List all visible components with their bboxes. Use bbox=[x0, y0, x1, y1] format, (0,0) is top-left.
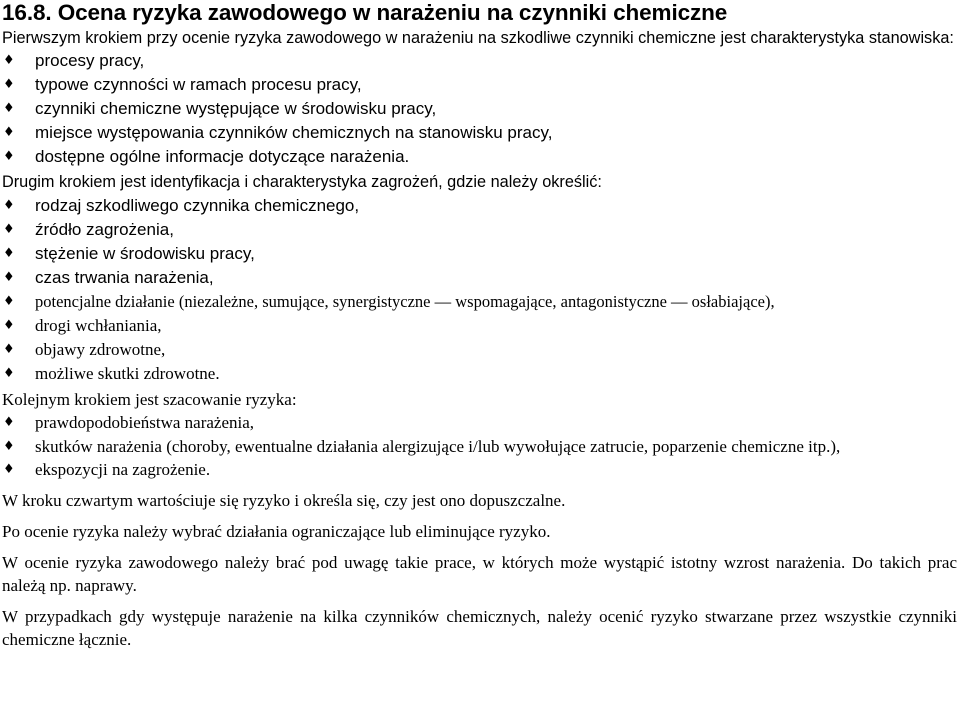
step2-list bbox=[2, 194, 957, 386]
diamond-bullet-icon: ♦ bbox=[3, 149, 15, 164]
closing-paragraphs bbox=[2, 489, 957, 651]
paragraph-actions: Po ocenie ryzyka należy wybrać działania ograniczające lub eliminujące ryzyko. bbox=[2, 522, 551, 541]
list-item: ♦ prawdopodobieństwa narażenia, bbox=[2, 411, 957, 435]
paragraph-multiple-factors: W przypadkach gdy występuje narażenie na kilka czynników chemicznych, należy ocenić ryzyko stwarzane przez wszystkie czynniki chemiczne łącznie. bbox=[2, 607, 957, 649]
list-item: ♦ czynniki chemiczne występujące w środowisku pracy, bbox=[2, 97, 957, 121]
diamond-bullet-icon: ♦ bbox=[3, 342, 15, 357]
step3-list bbox=[2, 411, 957, 482]
diamond-bullet-icon: ♦ bbox=[3, 222, 15, 237]
section-heading: 16.8. Ocena ryzyka zawodowego w narażeniu na czynniki chemiczne bbox=[2, 0, 728, 25]
diamond-bullet-icon: ♦ bbox=[3, 439, 15, 454]
diamond-bullet-icon: ♦ bbox=[3, 246, 15, 261]
diamond-bullet-icon: ♦ bbox=[3, 415, 15, 430]
diamond-bullet-icon: ♦ bbox=[3, 318, 15, 333]
list-item: ♦ procesy pracy, bbox=[2, 49, 957, 73]
list-item: ♦ czas trwania narażenia, bbox=[2, 266, 957, 290]
step3-intro: Kolejnym krokiem jest szacowanie ryzyka: bbox=[2, 390, 297, 409]
list-item: ♦ skutków narażenia (choroby, ewentualne działania alergizujące i/lub wywołujące zatrucie, poparzenie chemiczne itp.), bbox=[2, 435, 957, 458]
step2-intro: Drugim krokiem jest identyfikacja i charakterystyka zagrożeń, gdzie należy określić: bbox=[2, 173, 602, 191]
diamond-bullet-icon: ♦ bbox=[3, 270, 15, 285]
step2-section bbox=[2, 171, 957, 386]
step1-intro: Pierwszym krokiem przy ocenie ryzyka zawodowego w narażeniu na szkodliwe czynniki chemiczne jest charakterystyka stanowiska: bbox=[2, 29, 954, 47]
list-item: ♦ źródło zagrożenia, bbox=[2, 218, 957, 242]
list-item: ♦ możliwe skutki zdrowotne. bbox=[2, 362, 957, 386]
list-item: ♦ ekspozycji na zagrożenie. bbox=[2, 458, 957, 482]
step3-section bbox=[2, 388, 957, 482]
diamond-bullet-icon: ♦ bbox=[3, 294, 15, 309]
diamond-bullet-icon: ♦ bbox=[3, 101, 15, 116]
step1-section bbox=[2, 28, 957, 169]
list-item: ♦ potencjalne działanie (niezależne, sumujące, synergistyczne — wspomagające, antagonistyczne — osłabiające), bbox=[2, 290, 957, 314]
list-item: ♦ stężenie w środowisku pracy, bbox=[2, 242, 957, 266]
paragraph-increased-exposure: W ocenie ryzyka zawodowego należy brać pod uwagę takie prace, w których może wystąpić istotny wzrost narażenia. Do takich prac należą np. naprawy. bbox=[2, 553, 957, 595]
diamond-bullet-icon: ♦ bbox=[3, 462, 15, 477]
list-item: ♦ rodzaj szkodliwego czynnika chemicznego, bbox=[2, 194, 957, 218]
diamond-bullet-icon: ♦ bbox=[3, 77, 15, 92]
list-item: ♦ dostępne ogólne informacje dotyczące narażenia. bbox=[2, 145, 957, 169]
diamond-bullet-icon: ♦ bbox=[3, 366, 15, 381]
list-item: ♦ miejsce występowania czynników chemicznych na stanowisku pracy, bbox=[2, 121, 957, 145]
diamond-bullet-icon: ♦ bbox=[3, 198, 15, 213]
step1-list bbox=[2, 49, 957, 169]
list-item: ♦ drogi wchłaniania, bbox=[2, 314, 957, 338]
diamond-bullet-icon: ♦ bbox=[3, 125, 15, 140]
paragraph-step4: W kroku czwartym wartościuje się ryzyko i określa się, czy jest ono dopuszczalne. bbox=[2, 491, 566, 510]
diamond-bullet-icon: ♦ bbox=[3, 53, 15, 68]
list-item: ♦ typowe czynności w ramach procesu pracy, bbox=[2, 73, 957, 97]
list-item: ♦ objawy zdrowotne, bbox=[2, 338, 957, 362]
